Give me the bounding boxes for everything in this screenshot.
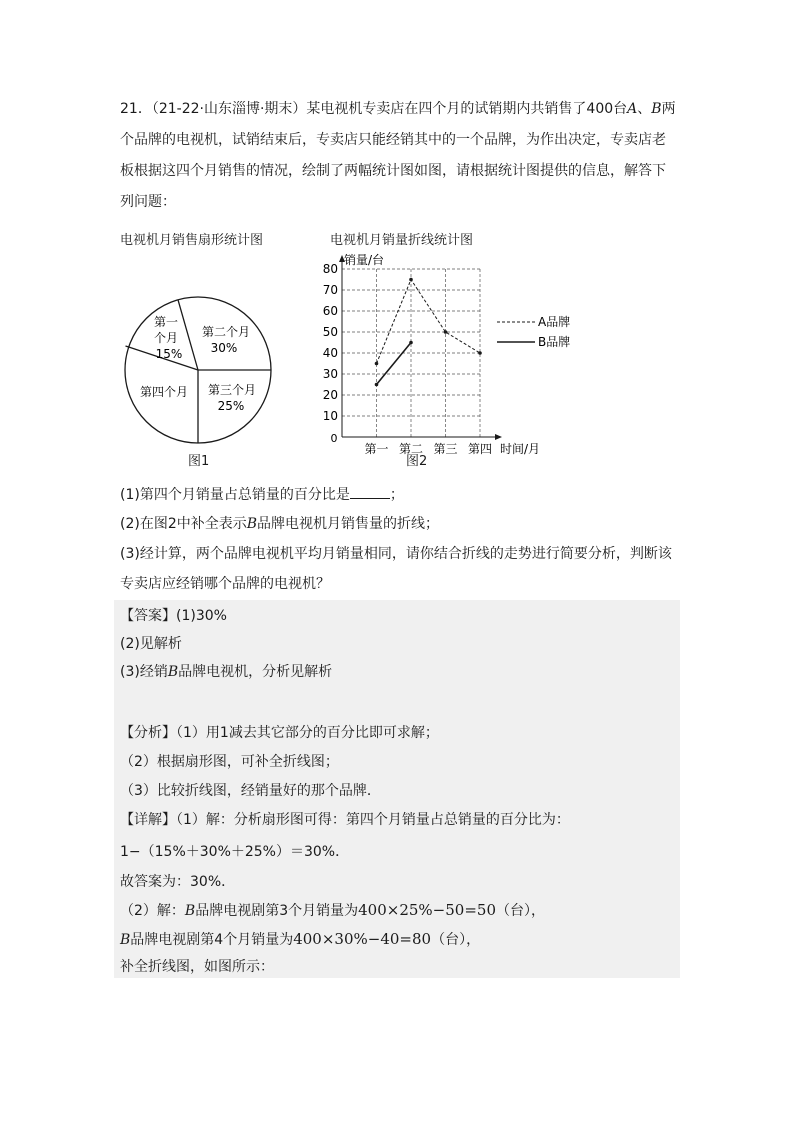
analysis-line-1: 【分析】（1）用1减去其它部分的百分比即可求解； — [120, 725, 439, 741]
y-tick-label: 40 — [322, 346, 338, 360]
y-tick-label: 80 — [322, 262, 338, 276]
answer-line-3: (3)经销B品牌电视机，分析见解析 — [120, 664, 333, 680]
analysis-line-2: （2）根据扇形图，可补全折线图； — [120, 754, 339, 770]
x-tick-label: 第一 — [364, 442, 389, 456]
x-axis-label: 时间/月 — [500, 442, 541, 456]
y-tick-label: 70 — [322, 283, 338, 297]
pie-slice-2-label-top: 第二个月 — [201, 325, 251, 339]
line-chart-axes — [339, 255, 502, 440]
legend-label-a: A品牌 — [538, 315, 571, 329]
detail-line-6: 补全折线图，如图所示： — [120, 959, 274, 975]
legend-label-b: B品牌 — [538, 335, 571, 349]
pie-slice-1-label-mid: 个月 — [153, 331, 179, 345]
formula-month-4: 400×30%−40=80 — [293, 930, 432, 948]
subquestion-3-line-1: (3)经计算，两个品牌电视机平均月销量相同，请你结合折线的走势进行简要分析，判断该 — [120, 546, 672, 562]
y-axis-label: 销量/台 — [344, 253, 385, 267]
line-chart-legend — [495, 313, 585, 353]
series-point-b — [375, 383, 379, 387]
question-stem — [120, 94, 690, 218]
x-axis-arrow — [495, 434, 502, 440]
subquestion-1: (1)第四个月销量占总销量的百分比是 ； — [120, 484, 700, 505]
pie-slice-2-label-pct: 30% — [210, 341, 238, 355]
series-line-a — [377, 280, 481, 364]
y-tick-label: 60 — [322, 304, 338, 318]
subquestion-2: (2)在图2中补全表示B品牌电视机月销售量的折线； — [120, 516, 440, 532]
analysis-label: 【分析】 — [120, 725, 176, 741]
y-tick-label: 10 — [322, 409, 338, 423]
brand-a: A — [627, 101, 638, 117]
question-line-4: 列问题： — [120, 194, 176, 210]
y-tick-label: 20 — [322, 388, 338, 402]
question-line-3: 板根据这四个月销售的情况，绘制了两幅统计图如图，请根据统计图提供的信息，解答下 — [120, 163, 666, 179]
answer-label: 【答案】 — [120, 608, 176, 624]
subquestion-3-line-2: 专卖店应经销哪个品牌的电视机？ — [120, 576, 330, 592]
detail-line-1: 【详解】（1）解：分析扇形图可得：第四个月销量占总销量的百分比为： — [120, 812, 570, 828]
y-tick-label: 30 — [322, 367, 338, 381]
answer-line-2: (2)见解析 — [120, 636, 182, 652]
x-tick-label: 第三 — [433, 442, 458, 456]
y-tick-label: 50 — [322, 325, 338, 339]
analysis-line-3: （3）比较折线图，经销量好的那个品牌． — [120, 783, 381, 799]
line-chart-grid — [342, 269, 480, 437]
formula-month-3: 400×25%−50=50 — [358, 901, 496, 919]
x-tick-label: 第二 — [398, 442, 424, 456]
detail-line-5: B品牌电视剧第4个月销量为400×30%−40=80（台）， — [120, 930, 481, 948]
detail-line-3: 故答案为：30%． — [120, 874, 236, 890]
series-point-b — [409, 341, 413, 345]
pie-slice-4-label-top: 第四个月 — [139, 385, 189, 399]
line-chart-caption: 图2 — [406, 454, 428, 469]
pie-slice-1-label-top: 第一 — [153, 315, 179, 329]
answer-line-1: 【答案】(1)30% — [120, 608, 227, 624]
series-line-b — [377, 343, 412, 385]
series-point-a — [444, 330, 448, 334]
question-line-2: 个品牌的电视机，试销结束后，专卖店只能经销其中的一个品牌，为作出决定，专卖店老 — [120, 132, 666, 148]
question-line-1: 21．（21-22·山东淄博·期末）某电视机专卖店在四个月的试销期内共销售了400台A、B两 — [120, 101, 676, 117]
answer-blank[interactable] — [350, 484, 390, 499]
brand-b: B — [651, 101, 662, 117]
line-chart-title: 电视机月销量折线统计图 — [330, 233, 474, 248]
pie-slice-1-label-pct: 15% — [155, 347, 183, 361]
detail-line-2: 1−（15%＋30%＋25%）＝30%． — [120, 844, 350, 860]
detail-label: 【详解】 — [120, 812, 176, 828]
detail-line-4: （2）解：B品牌电视剧第3个月销量为400×25%−50=50（台）， — [120, 901, 545, 919]
question-number: 21． — [120, 101, 152, 117]
series-point-a — [375, 362, 379, 366]
series-point-a — [478, 351, 482, 355]
pie-chart — [118, 290, 278, 450]
pie-slice-3-label-top: 第三个月 — [207, 383, 257, 397]
question-source: （21-22·山东淄博·期末） — [151, 101, 307, 117]
origin-label: 0 — [330, 432, 338, 445]
x-tick-label: 第四 — [467, 442, 493, 456]
line-chart-labels — [323, 252, 540, 456]
pie-chart-title: 电视机月销售扇形统计图 — [120, 233, 264, 248]
pie-slice-3-label-pct: 25% — [217, 399, 245, 413]
pie-chart-caption: 图1 — [188, 454, 210, 469]
series-point-a — [409, 278, 413, 282]
